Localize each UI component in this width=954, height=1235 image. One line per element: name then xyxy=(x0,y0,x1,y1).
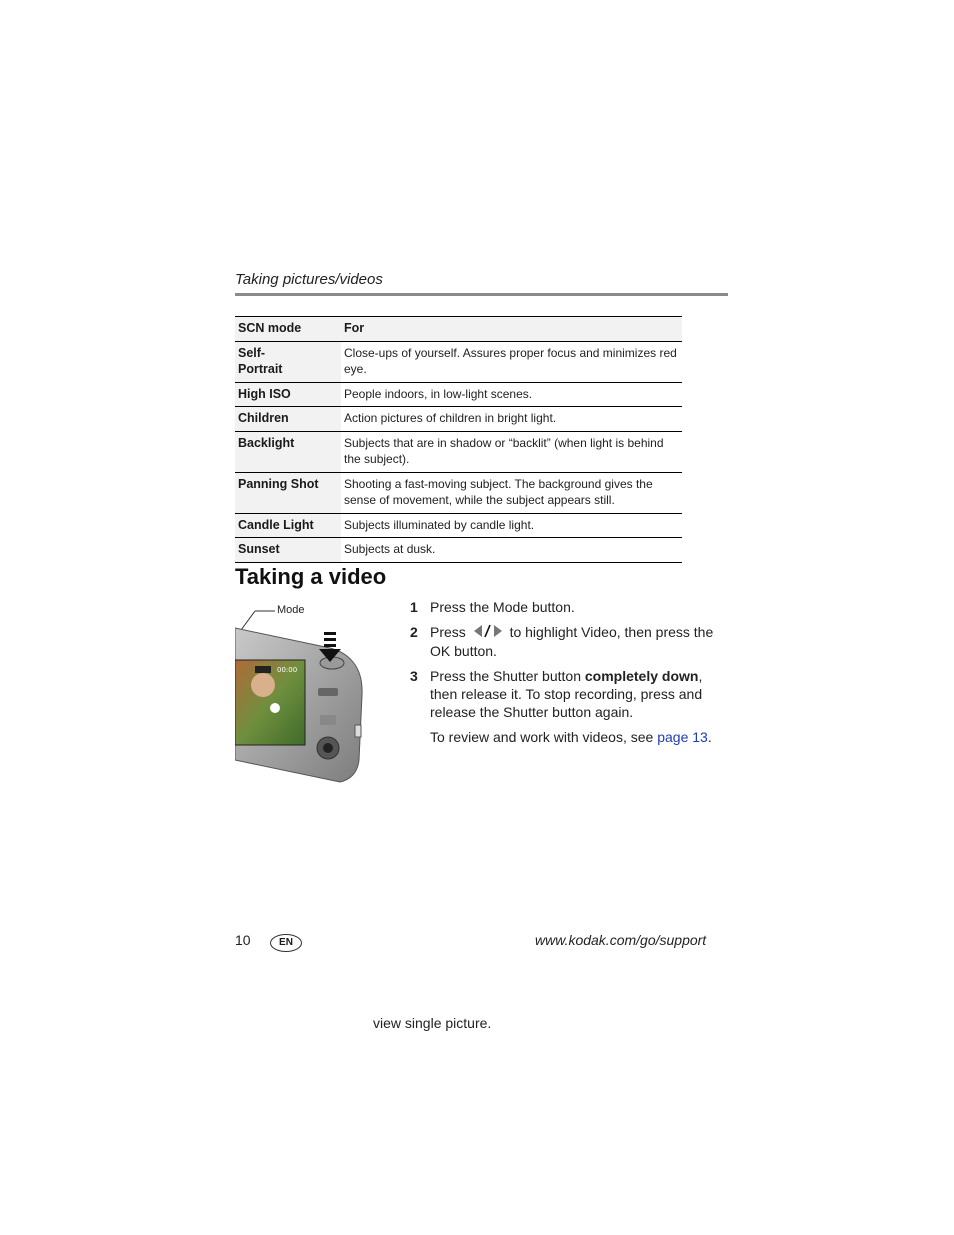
language-badge: EN xyxy=(270,934,302,952)
mode-cell: Panning Shot xyxy=(235,472,341,513)
review-text: To review and work with videos, see xyxy=(430,729,658,745)
step-text-post: , then release it. To stop recording, press and release the Shutter button again. xyxy=(430,668,703,721)
page-13-link[interactable]: page 13 xyxy=(657,729,708,745)
desc-cell: Shooting a fast-moving subject. The background gives the sense of movement, while the subject appears still. xyxy=(341,472,682,513)
step-text: Press the Mode button. xyxy=(430,599,575,615)
table-row xyxy=(235,431,682,472)
desc-cell: Subjects that are in shadow or “backlit” (when light is behind the subject). xyxy=(341,431,682,472)
mode-cell: Sunset xyxy=(235,538,341,563)
left-right-arrows-icon xyxy=(474,624,502,642)
desc-cell: Subjects illuminated by candle light. xyxy=(341,513,682,538)
mode-cell xyxy=(235,341,341,382)
review-text-end: . xyxy=(707,729,712,745)
table-row xyxy=(235,382,682,407)
step-text-pre: Press xyxy=(430,624,466,640)
step-number: 2 xyxy=(410,624,418,640)
review-note xyxy=(430,729,712,745)
step-text-pre: Press the Shutter button xyxy=(430,668,585,685)
camera-back-icon xyxy=(235,600,370,785)
column-header-mode: SCN mode xyxy=(235,317,341,342)
step-text-bold: completely down xyxy=(584,668,699,685)
step-item xyxy=(410,623,730,660)
section-header: Taking pictures/videos xyxy=(235,271,383,288)
table-row xyxy=(235,538,682,563)
step-item xyxy=(410,598,730,616)
table-header-row xyxy=(235,317,682,342)
section-title: Taking a video xyxy=(235,564,387,589)
mode-callout-label: Mode xyxy=(277,604,305,616)
step-text-post: to highlight Video, then press the OK button. xyxy=(430,624,714,660)
table-row xyxy=(235,341,682,382)
mode-cell: Candle Light xyxy=(235,513,341,538)
column-header-for: For xyxy=(341,317,682,342)
mode-cell: Children xyxy=(235,407,341,432)
stray-text: view single picture. xyxy=(373,1015,492,1031)
table-row xyxy=(235,513,682,538)
scn-mode-table xyxy=(235,316,682,563)
mode-label: Self- Portrait xyxy=(238,345,283,376)
camera-screen-timer: 00:00 xyxy=(277,666,298,674)
table-row xyxy=(235,407,682,432)
header-rule xyxy=(235,293,728,296)
support-url[interactable]: www.kodak.com/go/support xyxy=(535,932,707,948)
desc-cell: Action pictures of children in bright light. xyxy=(341,407,682,432)
video-steps-list xyxy=(410,598,730,728)
desc-cell: People indoors, in low-light scenes. xyxy=(341,382,682,407)
step-number: 1 xyxy=(410,599,418,615)
step-item xyxy=(410,667,730,721)
mode-cell: High ISO xyxy=(235,382,341,407)
camera-illustration xyxy=(235,600,370,785)
desc-cell: Close-ups of yourself. Assures proper focus and minimizes red eye. xyxy=(341,341,682,382)
step-number: 3 xyxy=(410,668,418,685)
table-row xyxy=(235,472,682,513)
page-number: 10 xyxy=(235,932,251,948)
mode-cell: Backlight xyxy=(235,431,341,472)
desc-cell: Subjects at dusk. xyxy=(341,538,682,563)
